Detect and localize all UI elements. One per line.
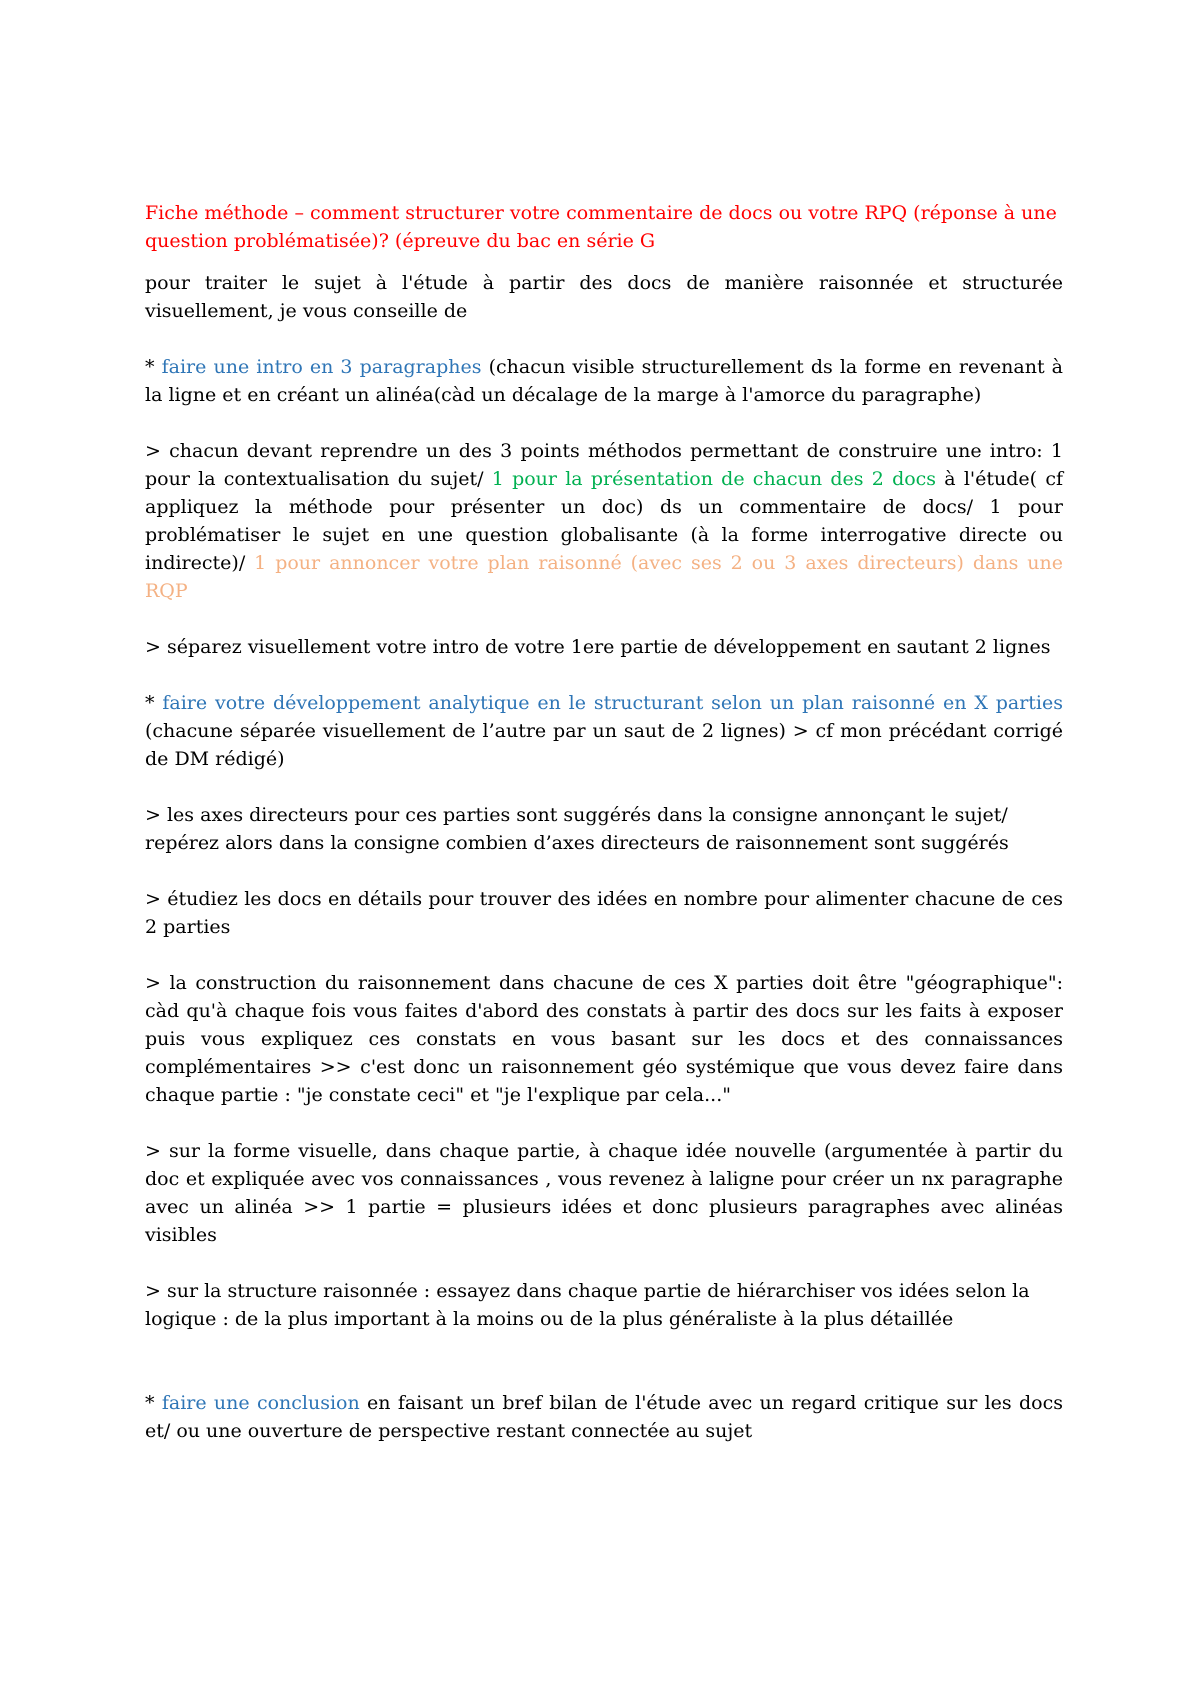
- intro-points-green-text: 1 pour la présentation de chacun des 2 docs: [491, 468, 937, 490]
- spacer: [145, 1361, 1063, 1389]
- bullet-marker: *: [145, 1392, 162, 1414]
- intro-paragraph: pour traiter le sujet à l'étude à partir des docs de manière raisonnée et structurée visuellement, je vous conseille de: [145, 272, 1063, 322]
- intro-points-orange-text: 1 pour annoncer votre plan raisonné (avec ses 2 ou 3 axes directeurs) dans une RQP: [145, 552, 1063, 602]
- intro-section-bullet: [145, 353, 1063, 409]
- conclusion-section-bullet: [145, 1389, 1063, 1445]
- intro-points-text-2: à l'étude( cf appliquez la méthode pour présenter un doc) ds un commentaire de docs/ 1 pour problématiser le sujet en une question globalisante (à la forme interrogative directe ou indirecte)/: [145, 468, 1063, 574]
- conclusion-section-text: en faisant un bref bilan de l'étude avec un regard critique sur les docs et/ ou une ouverture de perspective restant connectée au sujet: [145, 1392, 1063, 1442]
- intro-section-highlight: faire une intro en 3 paragraphes: [161, 356, 482, 378]
- separate-intro-paragraph: > séparez visuellement votre intro de votre 1ere partie de développement en sautant 2 lignes: [145, 636, 1051, 658]
- conclusion-section-highlight: faire une conclusion: [161, 1392, 360, 1414]
- page-title: Fiche méthode – comment structurer votre commentaire de docs ou votre RPQ (réponse à une question problématisée)? (épreuve du bac en série G: [145, 202, 1057, 252]
- intro-points-paragraph: [145, 437, 1063, 605]
- structure-paragraph: > sur la structure raisonnée : essayez dans chaque partie de hiérarchiser vos idées selon la logique : de la plus important à la moins ou de la plus généraliste à la plus détaillée: [145, 1280, 1030, 1330]
- dev-section-text: (chacune séparée visuellement de l’autre par un saut de 2 lignes) > cf mon précédant corrigé de DM rédigé): [145, 720, 1063, 770]
- axes-paragraph: > les axes directeurs pour ces parties sont suggérés dans la consigne annonçant le sujet/ repérez alors dans la consigne combien d’axes directeurs de raisonnement sont suggérés: [145, 804, 1009, 854]
- intro-section-text: (chacun visible structurellement ds la forme en revenant à la ligne et en créant un alinéa(càd un décalage de la marge à l'amorce du paragraphe): [145, 356, 1064, 406]
- construction-paragraph: > la construction du raisonnement dans chacune de ces X parties doit être "géographique": càd qu'à chaque fois vous faites d'abord des constats à partir des docs sur les faits à exposer puis vous expliquez ces constats en vous basant sur les docs et des connaissances complémentaires >> c'est donc un raisonnement géo systémique que vous devez faire dans chaque partie : "je constate ceci" et "je l'explique par cela...": [145, 972, 1063, 1106]
- bullet-marker: *: [145, 356, 162, 378]
- dev-section-highlight: faire votre développement analytique en le structurant selon un plan raisonné en X parties: [162, 692, 1063, 714]
- intro-points-text-1: > chacun devant reprendre un des 3 points méthodos permettant de construire une intro: 1 pour la contextualisation du sujet/: [145, 440, 1063, 490]
- dev-section-bullet: [145, 689, 1063, 773]
- etudiez-paragraph: > étudiez les docs en détails pour trouver des idées en nombre pour alimenter chacune de ces 2 parties: [145, 888, 1063, 938]
- forme-paragraph: > sur la forme visuelle, dans chaque partie, à chaque idée nouvelle (argumentée à partir du doc et expliquée avec vos connaissances , vous revenez à laligne pour créer un nx paragraphe avec un alinéa >> 1 partie = plusieurs idées et donc plusieurs paragraphes avec alinéas visibles: [145, 1140, 1063, 1246]
- bullet-marker: *: [145, 692, 163, 714]
- document-page: [145, 199, 1063, 1473]
